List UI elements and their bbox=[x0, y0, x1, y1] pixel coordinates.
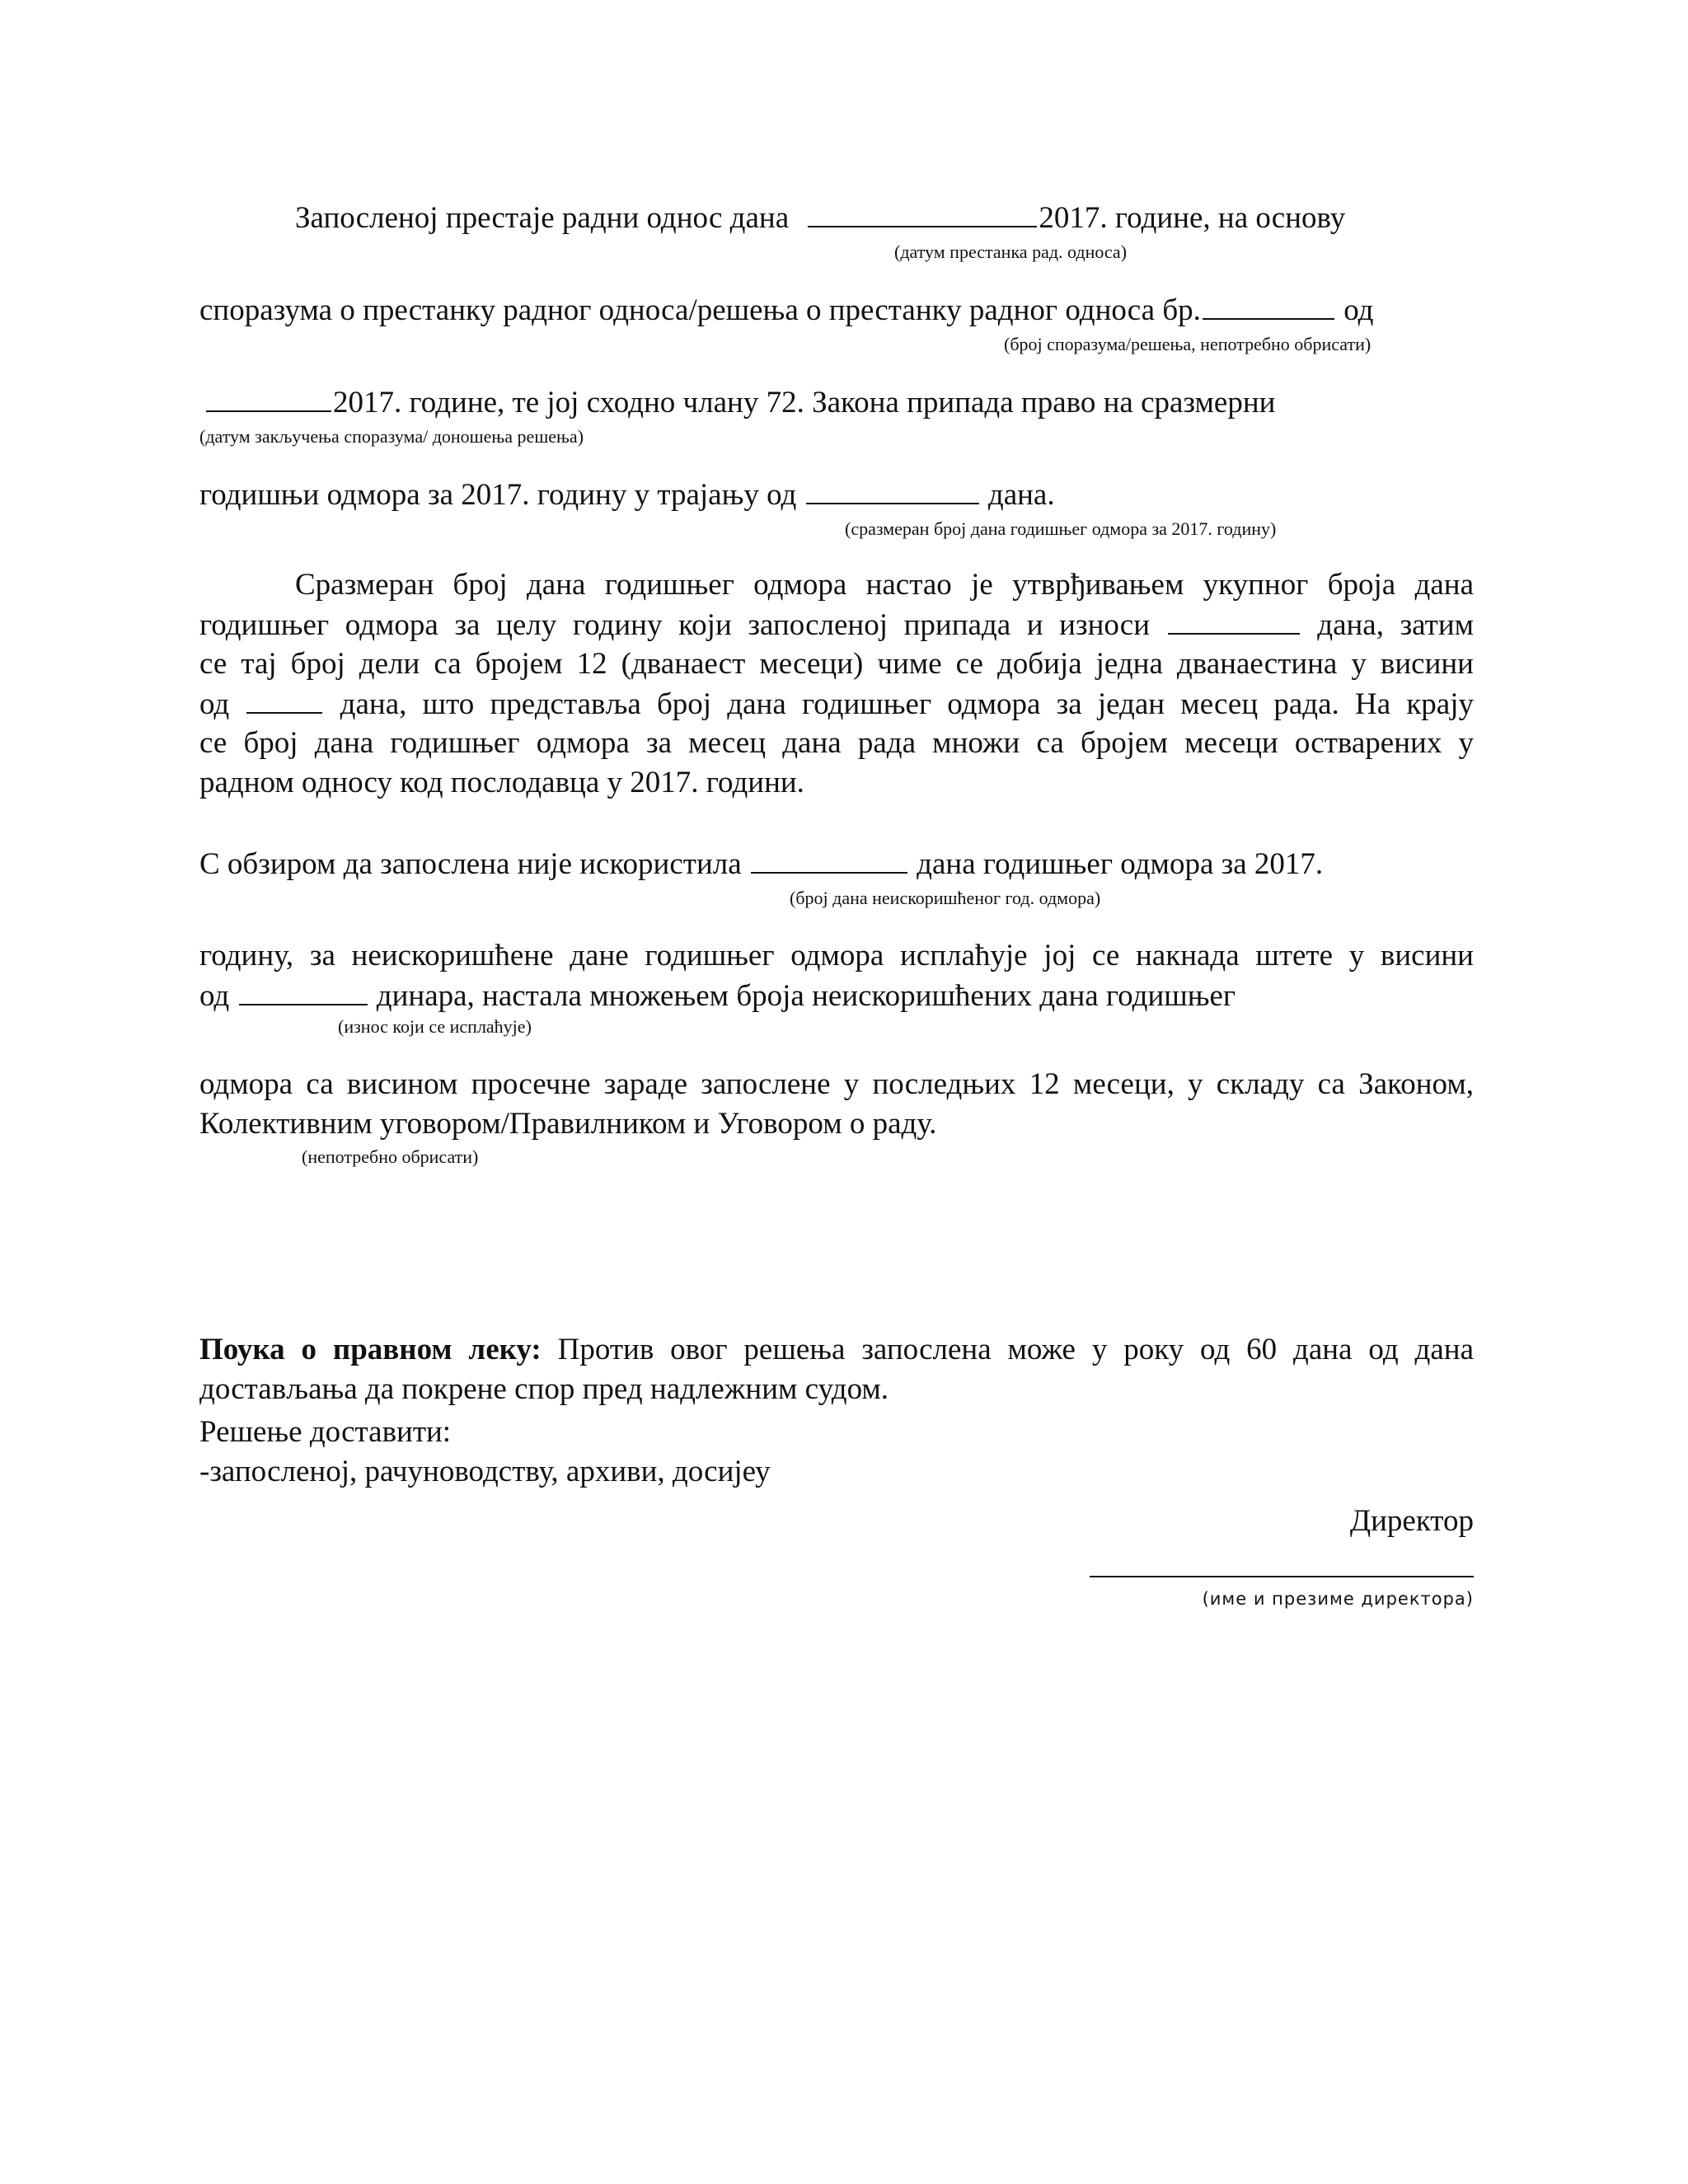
note-agreement-number: (број споразума/решења, непотребно обрисати) bbox=[1004, 334, 1372, 354]
para2-line6: радном односу код послодавца у 2017. години. bbox=[199, 766, 804, 799]
text: од bbox=[199, 687, 230, 721]
date-blank bbox=[808, 198, 1037, 227]
text: дана. bbox=[987, 478, 1055, 512]
para1-line3 bbox=[204, 382, 1275, 423]
amount-blank bbox=[239, 976, 368, 1005]
para3-line3 bbox=[199, 976, 1474, 1015]
note-unused-days: (број дана неискоришћеног год. одмора) bbox=[790, 888, 1101, 908]
text: динара, настала множењем броја неискоришћених дана годишњег bbox=[376, 979, 1236, 1013]
days-blank bbox=[806, 475, 979, 504]
text: дана, затим bbox=[1317, 608, 1475, 642]
para2-line4 bbox=[199, 684, 1474, 724]
remedy-line2: достављања да покрене спор пред надлежним судом. bbox=[199, 1372, 889, 1406]
remedy-line1 bbox=[199, 1330, 1474, 1370]
text: С обзиром да запослена није искористила bbox=[199, 847, 742, 881]
para1-line4 bbox=[199, 475, 1055, 515]
days-blank bbox=[246, 684, 322, 714]
delivery-recipients: -запосленој, рачуноводству, архиви, досијеу bbox=[199, 1455, 771, 1488]
para2-line1: Сразмеран број дана годишњег одмора настао је утврђивањем укупног броја дана bbox=[295, 568, 1474, 602]
text: годишњег одмора за целу годину који запосленој припада и износи bbox=[199, 608, 1151, 642]
signature-role: Директор bbox=[1349, 1504, 1474, 1538]
para3-block-b bbox=[199, 1065, 1474, 1144]
legal-remedy bbox=[199, 1330, 1474, 1409]
delivery-title: Решење доставити: bbox=[199, 1415, 452, 1449]
days-blank bbox=[1168, 605, 1300, 635]
date-blank bbox=[206, 382, 331, 412]
signature-note: (име и презиме директора) bbox=[1202, 1589, 1474, 1609]
text: 2017. године, те јој сходно члану 72. Закона припада право на сразмерни bbox=[333, 386, 1276, 419]
note-agreement-date: (датум закључења споразума/ доношења решења) bbox=[199, 426, 584, 447]
para2-line3: се тај број дели са бројем 12 (дванаест месеци) чиме се добија једна дванаестина у висини bbox=[199, 647, 1474, 681]
note-proportional-days: (сразмеран број дана годишњег одмора за 2017. годину) bbox=[845, 518, 1277, 539]
note-amount: (износ који се исплаћује) bbox=[338, 1016, 532, 1037]
para2-line5: се број дана годишњег одмора за месец дана рада множи са бројем месеци остварених у bbox=[199, 726, 1474, 760]
note-end-date: (датум престанка рад. односа) bbox=[894, 241, 1128, 262]
para2 bbox=[199, 565, 1474, 803]
text: од bbox=[199, 979, 230, 1013]
note-delete: (непотребно обрисати) bbox=[302, 1146, 479, 1167]
text: годишњи одмора за 2017. годину у трајању од bbox=[199, 478, 797, 512]
text: Запосленој престаје радни однос дана bbox=[295, 201, 790, 235]
para3-line4: одмора са висином просечне зараде запослене у последњих 12 месеци, у складу са Законом, bbox=[199, 1067, 1474, 1101]
text: 2017. године, на основу bbox=[1039, 201, 1346, 235]
text: дана годишњег одмора за 2017. bbox=[917, 847, 1324, 881]
text: Против овог решења запослена може у року од 60 дана од дана bbox=[557, 1333, 1474, 1366]
text: од bbox=[1343, 293, 1374, 327]
days-blank bbox=[751, 844, 907, 874]
signature-line bbox=[1090, 1576, 1474, 1577]
para1-line1 bbox=[295, 198, 1345, 238]
para3-line1 bbox=[199, 844, 1323, 884]
para3-line5: Колективним уговором/Правилником и Уговором о раду. bbox=[199, 1107, 937, 1141]
para1-line2 bbox=[199, 290, 1373, 330]
number-blank bbox=[1203, 290, 1334, 320]
para2-line2 bbox=[199, 605, 1474, 644]
remedy-label: Поука о правном леку: bbox=[199, 1333, 542, 1366]
para3-line2: годину, за неискоришћене дане годишњег одмора исплаћује јој се накнада штете у висини bbox=[199, 939, 1474, 972]
para3-block-a bbox=[199, 936, 1474, 1015]
text: споразума о престанку радног односа/решења о престанку радног односа бр. bbox=[199, 293, 1201, 327]
text: дана, што представља број дана годишњег одмора за један месец рада. На крају bbox=[340, 687, 1474, 721]
